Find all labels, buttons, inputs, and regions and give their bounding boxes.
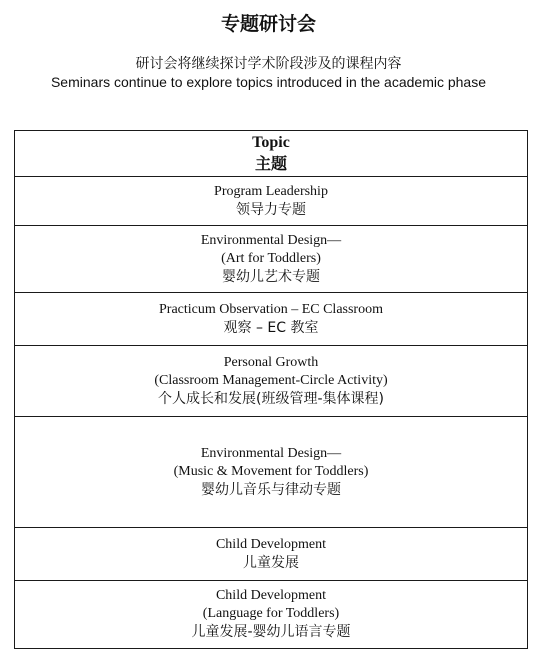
topic-cell-program-leadership [15, 177, 528, 226]
topic-title-english: Personal Growth [223, 354, 319, 370]
header-label-english: Topic [252, 133, 290, 151]
topic-title-chinese: 婴幼儿艺术专题 [222, 268, 320, 285]
topic-title-english: Environmental Design— [200, 445, 342, 461]
topic-cell-language-for-toddlers [15, 581, 528, 649]
topic-subtitle-english: (Art for Toddlers) [221, 250, 321, 266]
topic-subtitle-english: (Music & Movement for Toddlers) [173, 463, 369, 479]
topic-table [14, 130, 528, 649]
table-row [15, 581, 528, 649]
topic-cell-personal-growth [15, 346, 528, 417]
table-row [15, 293, 528, 346]
topic-title-chinese: 儿童发展 [243, 554, 299, 571]
topic-title-english: Practicum Observation – EC Classroom [159, 301, 383, 317]
topic-title-english: Environmental Design— [200, 232, 342, 248]
table-row [15, 528, 528, 581]
table-header-row [15, 131, 528, 177]
topic-cell-music-movement [15, 417, 528, 528]
topic-subtitle-english: (Language for Toddlers) [202, 606, 340, 621]
page-title: 专题研讨会 [220, 13, 316, 35]
table-header-cell [15, 131, 528, 177]
subtitle-chinese: 研讨会将继续探讨学术阶段涉及的课程内容 [135, 56, 402, 72]
topic-cell-child-development [15, 528, 528, 581]
header-label-chinese: 主题 [254, 153, 287, 173]
topic-cell-practicum-observation [15, 293, 528, 346]
topic-title-english: Child Development [215, 536, 327, 552]
topic-title-chinese: 儿童发展-婴幼儿语言专题 [191, 624, 351, 640]
topic-title-english: Child Development [215, 588, 327, 603]
topic-title-chinese: 领导力专题 [236, 201, 306, 218]
topic-subtitle-english: (Classroom Management-Circle Activity) [154, 372, 388, 388]
subtitle-english: Seminars continue to explore topics introduced in the academic phase [50, 74, 487, 90]
table-row [15, 417, 528, 528]
topic-title-english: Program Leadership [214, 183, 328, 199]
topic-title-chinese: 婴幼儿音乐与律动专题 [201, 481, 341, 498]
topic-title-chinese: 个人成长和发展(班级管理-集体课程) [158, 390, 384, 407]
table-row [15, 346, 528, 417]
table-row [15, 226, 528, 293]
topic-title-chinese: 观察 – EC 教室 [223, 319, 319, 336]
topic-cell-art-for-toddlers [15, 226, 528, 293]
table-row [15, 177, 528, 226]
